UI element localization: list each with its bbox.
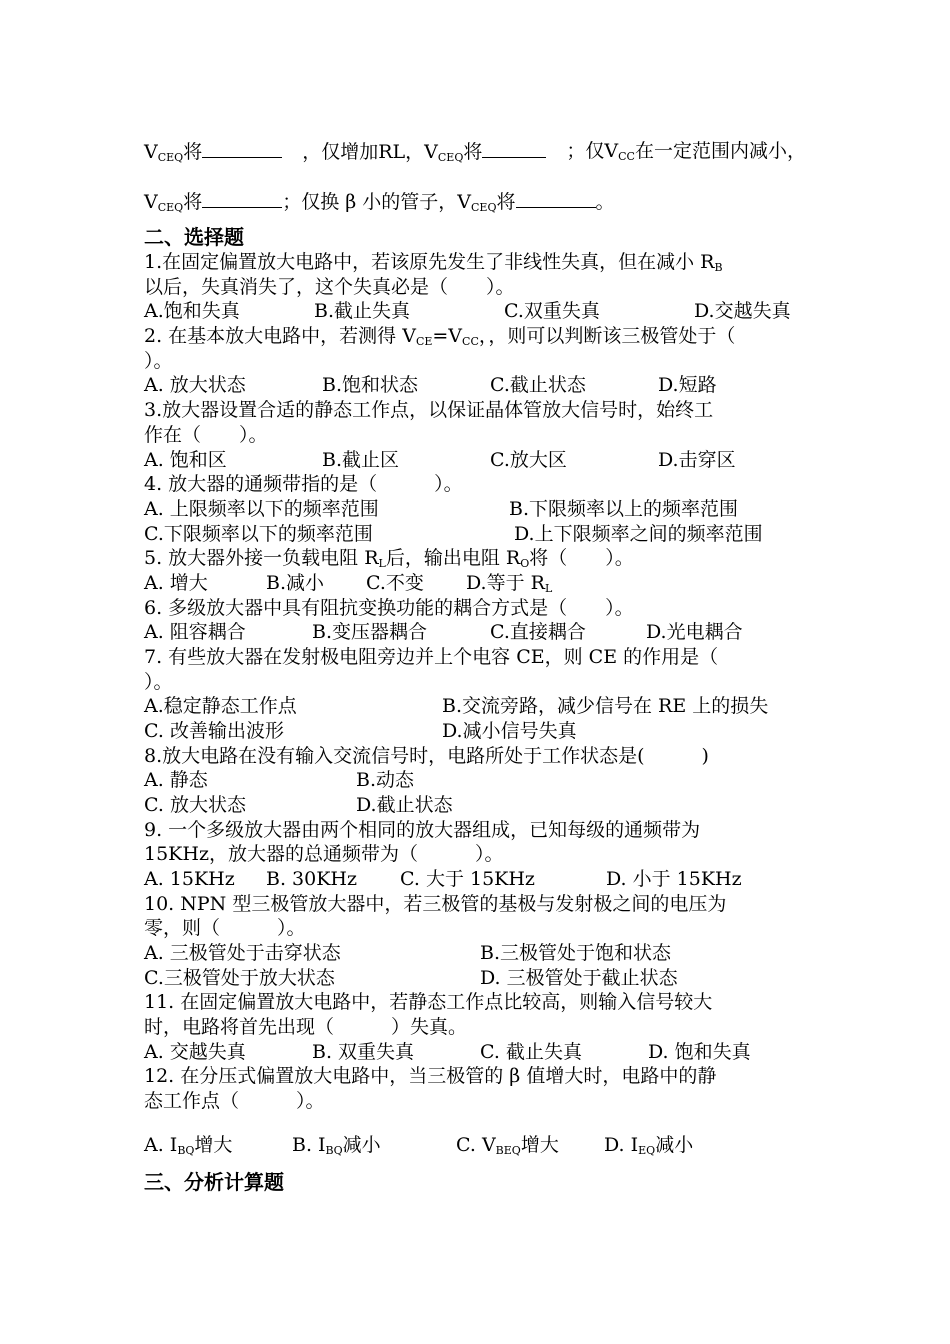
option-a[interactable]: A. 15KHz <box>144 868 235 890</box>
option-b[interactable]: B.截止失真 <box>314 300 411 322</box>
question-5-text: 5. 放大器外接一负载电阻 $R_L$后，输出电阻 $R_O$将（ ）。 <box>144 547 634 570</box>
answer-blank[interactable] <box>202 139 282 158</box>
option-a[interactable]: A. 饱和区 <box>144 449 227 471</box>
option-b[interactable]: B.下限频率以上的频率范围 <box>509 498 739 520</box>
question-1-text-cont: 以后，失真消失了，这个失真必是（ ）。 <box>144 276 515 298</box>
section-heading-choice: 二、选择题 <box>144 225 244 249</box>
option-d[interactable]: D. 小于 15KHz <box>606 868 742 890</box>
option-d[interactable]: D.光电耦合 <box>646 621 743 643</box>
option-b[interactable]: B.减小 <box>266 572 325 594</box>
question-10-text-cont: 零，则（ ）。 <box>144 917 306 939</box>
option-a[interactable]: A. 放大状态 <box>144 374 246 396</box>
option-a[interactable]: A. $I_{BQ}$增大 <box>144 1134 233 1157</box>
question-8-options-row-2 <box>144 793 453 817</box>
question-7-options-row-1 <box>144 694 768 718</box>
option-b[interactable]: B.动态 <box>356 769 415 791</box>
question-9-options <box>144 867 742 891</box>
question-10-options-row-2 <box>144 966 678 990</box>
option-c[interactable]: C.放大区 <box>490 449 567 471</box>
option-b[interactable]: B. 双重失真 <box>312 1041 415 1063</box>
fill-blank-part-2: ，仅增加RL，$V_{CEQ}$将 <box>302 139 546 170</box>
question-11-options <box>144 1040 751 1064</box>
option-a[interactable]: A. 交越失真 <box>144 1041 246 1063</box>
question-12-text: 12. 在分压式偏置放大电路中，当三极管的 β 值增大时，电路中的静 <box>144 1065 717 1087</box>
question-8-options-row-1 <box>144 768 414 792</box>
option-d[interactable]: D.短路 <box>658 374 717 396</box>
question-12-text-cont: 态工作点（ ）。 <box>144 1090 325 1112</box>
question-4-options-row-1 <box>144 497 738 521</box>
option-d[interactable]: D. 三极管处于截止状态 <box>480 967 678 989</box>
option-a[interactable]: A. 增大 <box>144 572 208 594</box>
option-c[interactable]: C. 大于 15KHz <box>400 868 535 890</box>
question-1-text: 1.在固定偏置放大电路中，若该原先发生了非线性失真，但在减小 $R_B$ <box>144 251 723 274</box>
question-4-text: 4. 放大器的通频带指的是（ ）。 <box>144 473 463 495</box>
question-3-text-cont: 作在（ ）。 <box>144 424 268 446</box>
question-4-options-row-2 <box>144 522 763 546</box>
fill-blank-line-2: $V_{CEQ}$将 ；仅换 β 小的管子，$V_{CEQ}$将 。 <box>144 191 615 214</box>
question-2-text: 2. 在基本放大电路中，若测得 $V_{CE}=V_{CC}$，，则可以判断该三极管处于（ <box>144 325 736 348</box>
question-11-text-cont: 时，电路将首先出现（ ）失真。 <box>144 1016 468 1038</box>
option-b[interactable]: B.三极管处于饱和状态 <box>480 942 672 964</box>
question-9-text: 9. 一个多级放大器由两个相同的放大器组成，已知每级的通频带为 <box>144 819 701 841</box>
answer-blank[interactable] <box>516 189 596 208</box>
question-12-options <box>144 1133 693 1163</box>
question-7-text-cont: ）。 <box>144 671 173 693</box>
question-7-text: 7. 有些放大器在发射极电阻旁边并上个电容 CE，则 CE 的作用是（ <box>144 646 719 668</box>
option-c[interactable]: C.三极管处于放大状态 <box>144 967 335 989</box>
option-a[interactable]: A. 静态 <box>144 769 208 791</box>
answer-blank[interactable] <box>202 189 282 208</box>
option-b[interactable]: B.截止区 <box>322 449 400 471</box>
option-d[interactable]: D.减小信号失真 <box>442 720 577 742</box>
question-6-options <box>144 620 743 644</box>
option-d[interactable]: D.截止状态 <box>356 794 453 816</box>
option-c[interactable]: C.不变 <box>366 572 424 594</box>
question-2-options <box>144 373 717 397</box>
question-3-options <box>144 448 736 472</box>
option-b[interactable]: B.交流旁路，减少信号在 RE 上的损失 <box>442 695 769 717</box>
question-1-options <box>144 299 791 323</box>
option-b[interactable]: B.饱和状态 <box>322 374 419 396</box>
fill-blank-line-1 <box>144 139 806 170</box>
question-3-text: 3.放大器设置合适的静态工作点，以保证晶体管放大信号时，始终工 <box>144 399 714 421</box>
option-b[interactable]: B. $I_{BQ}$减小 <box>292 1134 381 1157</box>
option-c[interactable]: C. $V_{BEQ}$增大 <box>456 1134 559 1157</box>
question-7-options-row-2 <box>144 719 577 743</box>
question-2-text-cont: ）。 <box>144 350 173 372</box>
option-c[interactable]: C. 截止失真 <box>480 1041 582 1063</box>
section-heading-calculation: 三、分析计算题 <box>144 1170 284 1194</box>
option-a[interactable]: A. 阻容耦合 <box>144 621 246 643</box>
option-d[interactable]: D.击穿区 <box>658 449 736 471</box>
option-d[interactable]: D. 饱和失真 <box>648 1041 751 1063</box>
question-6-text: 6. 多级放大器中具有阻抗变换功能的耦合方式是（ ）。 <box>144 597 634 619</box>
option-c[interactable]: C.直接耦合 <box>490 621 586 643</box>
option-d[interactable]: D.等于 $R_L$ <box>466 572 553 595</box>
question-11-text: 11. 在固定偏置放大电路中，若静态工作点比较高，则输入信号较大 <box>144 991 713 1013</box>
option-d[interactable]: D.上下限频率之间的频率范围 <box>514 523 763 545</box>
option-c[interactable]: C.双重失真 <box>504 300 600 322</box>
option-a[interactable]: A. 三极管处于击穿状态 <box>144 942 341 964</box>
option-a[interactable]: A.稳定静态工作点 <box>144 695 297 717</box>
fill-blank-part-3: ；仅$V_{CC}$在一定范围内减小， <box>566 140 806 163</box>
option-b[interactable]: B.变压器耦合 <box>312 621 428 643</box>
question-8-text: 8.放大电路在没有输入交流信号时，电路所处于工作状态是( ) <box>144 745 709 767</box>
option-c[interactable]: C. 放大状态 <box>144 794 246 816</box>
option-d[interactable]: D.交越失真 <box>694 300 791 322</box>
option-c[interactable]: C.截止状态 <box>490 374 586 396</box>
question-9-text-cont: 15KHz，放大器的总通频带为（ ）。 <box>144 843 504 865</box>
option-a[interactable]: A. 上限频率以下的频率范围 <box>144 498 379 520</box>
option-d[interactable]: D. $I_{EQ}$减小 <box>604 1134 694 1157</box>
option-c[interactable]: C.下限频率以下的频率范围 <box>144 523 373 545</box>
option-b[interactable]: B. 30KHz <box>266 868 357 890</box>
option-c[interactable]: C. 改善输出波形 <box>144 720 284 742</box>
fill-blank-part-1: $V_{CEQ}$将 <box>144 139 282 170</box>
question-10-options-row-1 <box>144 941 671 965</box>
option-a[interactable]: A.饱和失真 <box>144 300 240 322</box>
answer-blank[interactable] <box>482 139 546 158</box>
question-10-text: 10. NPN 型三极管放大器中，若三极管的基极与发射极之间的电压为 <box>144 893 727 915</box>
